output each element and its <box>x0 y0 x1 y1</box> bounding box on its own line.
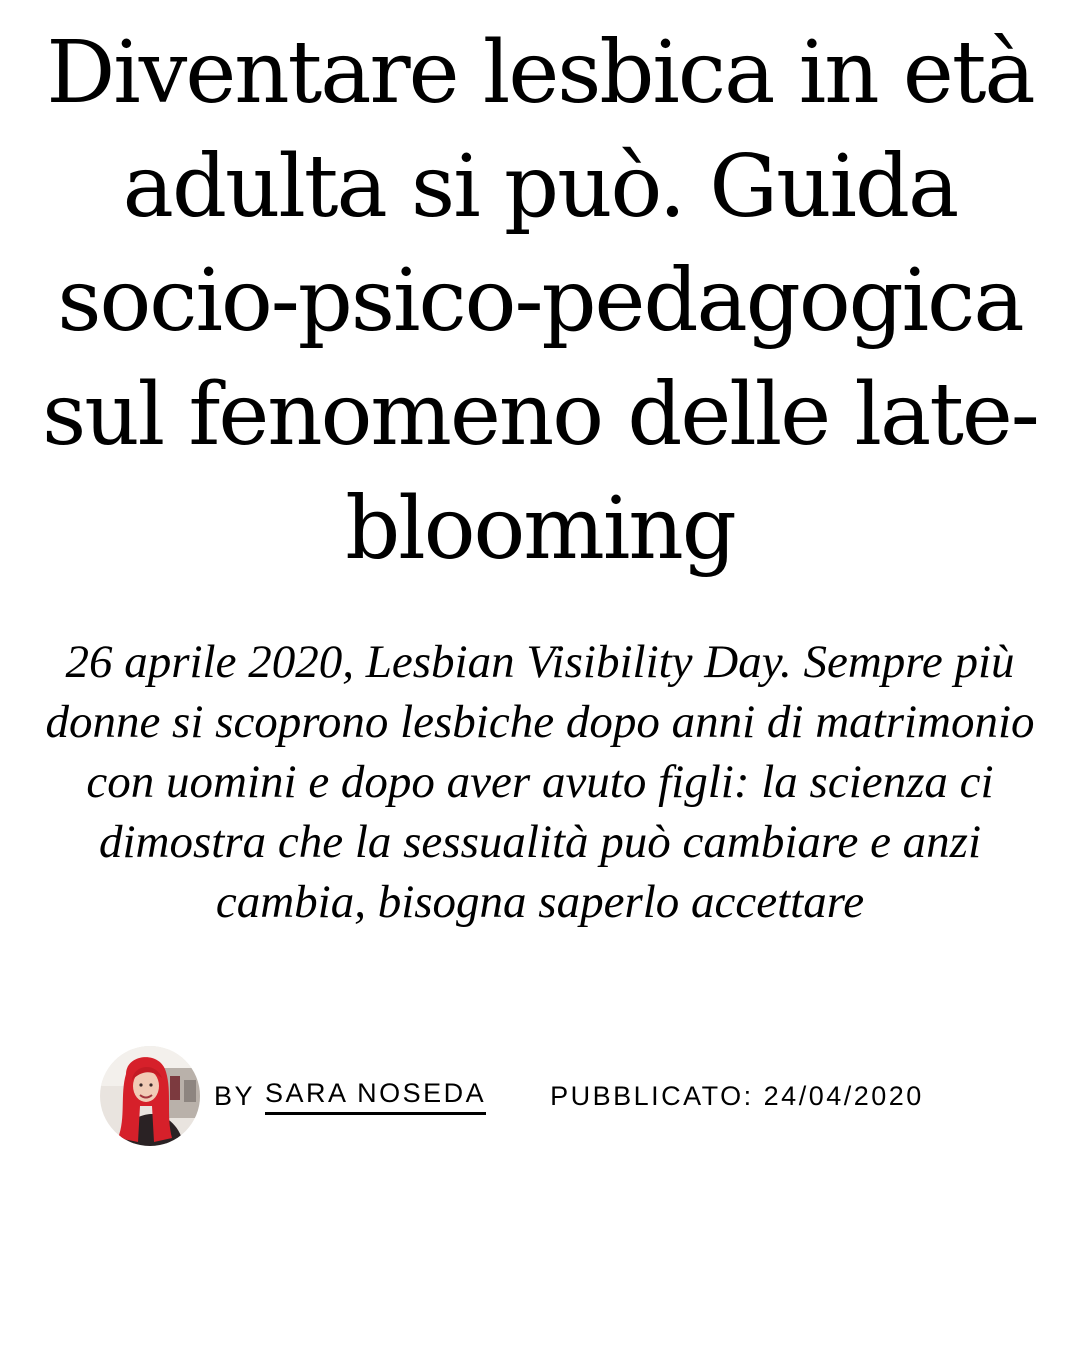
author-avatar[interactable] <box>100 1046 200 1146</box>
byline-by-label: BY <box>214 1080 256 1111</box>
byline <box>100 1046 924 1146</box>
avatar-photo-icon <box>100 1046 200 1146</box>
author-name-link[interactable]: SARA NOSEDA <box>265 1078 486 1115</box>
published-date: 24/04/2020 <box>763 1080 924 1111</box>
published-label: PUBBLICATO: <box>550 1080 754 1111</box>
article-standfirst: 26 aprile 2020, Lesbian Visibility Day. Sempre più donne si scoprono lesbiche dopo anni di matrimonio con uomini e dopo aver avuto figli: la scienza ci dimostra che la sessualità può cambiare e anzi cambia, bisogna saperlo accettare <box>45 636 1035 928</box>
article-headline: Diventare lesbica in età adulta si può. Guida socio-psico-pedagogica sul fenomeno delle late-blooming <box>42 23 1038 579</box>
published-info <box>550 1081 924 1112</box>
